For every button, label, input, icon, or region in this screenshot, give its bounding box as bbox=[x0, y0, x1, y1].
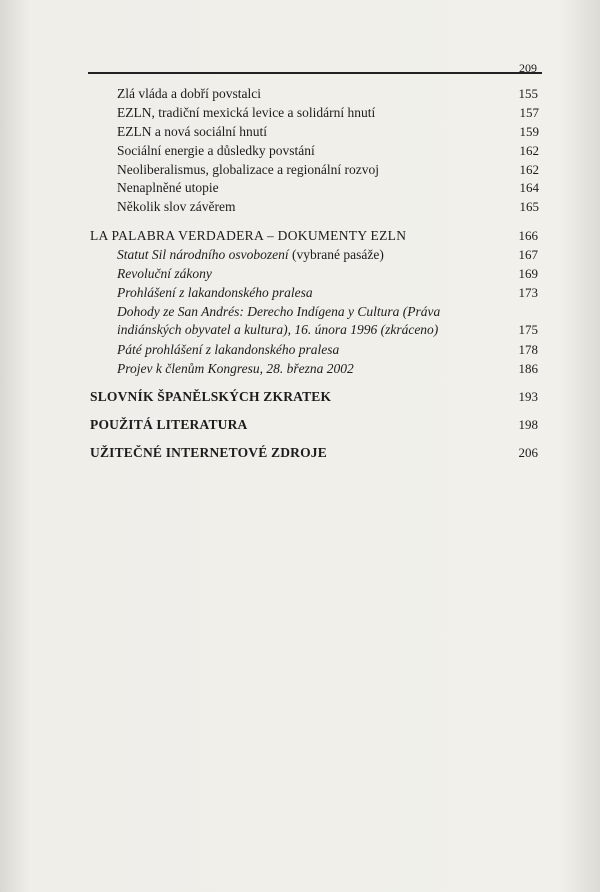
toc-entry-page: 159 bbox=[519, 124, 539, 139]
header-rule bbox=[88, 72, 542, 74]
toc-entry-page: 165 bbox=[519, 199, 539, 214]
toc-entry-title: indiánských obyvatel a kultura), 16. února 1996 (zkráceno) bbox=[117, 322, 439, 337]
toc-entry-page: 157 bbox=[519, 105, 539, 120]
toc-entry-title: Revoluční zákony bbox=[117, 266, 212, 281]
toc-entry-page: 169 bbox=[518, 266, 538, 281]
toc-entry-page: 173 bbox=[518, 285, 538, 300]
toc-entry-title: Nenaplněné utopie bbox=[117, 180, 219, 195]
toc-chapter-title: POUŽITÁ LITERATURA bbox=[90, 417, 248, 432]
toc-entry-title-rest: (vybrané pasáže) bbox=[288, 247, 384, 262]
toc-entry-title bbox=[117, 247, 384, 263]
toc-entry-title: Neoliberalismus, globalizace a regionální rozvoj bbox=[117, 162, 380, 177]
toc-entry-title: Páté prohlášení z lakandonského pralesa bbox=[117, 342, 340, 357]
toc-section-title: LA PALABRA VERDADERA – DOKUMENTY EZLN bbox=[90, 228, 407, 243]
toc-entry-title: Zlá vláda a dobří povstalci bbox=[117, 86, 261, 101]
toc-entry-title: Sociální energie a důsledky povstání bbox=[117, 143, 315, 158]
toc-entry-page: 166 bbox=[518, 228, 538, 243]
page-number: 209 bbox=[519, 61, 537, 75]
toc-entry-title: EZLN, tradiční mexická levice a solidární hnutí bbox=[117, 105, 376, 120]
toc-chapter-title: UŽITEČNÉ INTERNETOVÉ ZDROJE bbox=[90, 445, 327, 460]
toc-entry-page: 186 bbox=[518, 361, 538, 376]
toc-entry-page: 162 bbox=[519, 143, 539, 158]
toc-entry-page: 162 bbox=[519, 162, 539, 177]
toc-entry-page: 198 bbox=[518, 417, 538, 432]
toc-entry-page: 175 bbox=[518, 322, 538, 337]
toc-entry-page: 193 bbox=[518, 389, 538, 404]
toc-entry-title-italic: Statut Sil národního osvobození bbox=[117, 247, 289, 262]
toc-entry-title: Dohody ze San Andrés: Derecho Indígena y Cultura (Práva bbox=[117, 304, 441, 319]
toc-chapter-title: SLOVNÍK ŠPANĚLSKÝCH ZKRATEK bbox=[90, 389, 332, 404]
toc-entry-title: EZLN a nová sociální hnutí bbox=[117, 124, 267, 139]
toc-entry-title: Několik slov závěrem bbox=[117, 199, 236, 214]
toc-entry-page: 167 bbox=[518, 247, 538, 262]
toc-entry-page: 155 bbox=[518, 86, 538, 101]
toc-entry-page: 206 bbox=[518, 445, 538, 460]
toc-entry-title: Prohlášení z lakandonského pralesa bbox=[117, 285, 313, 300]
toc-entry-page: 178 bbox=[518, 342, 538, 357]
toc-entry-title: Projev k členům Kongresu, 28. března 2002 bbox=[117, 361, 354, 376]
toc-entry-page: 164 bbox=[519, 180, 539, 195]
